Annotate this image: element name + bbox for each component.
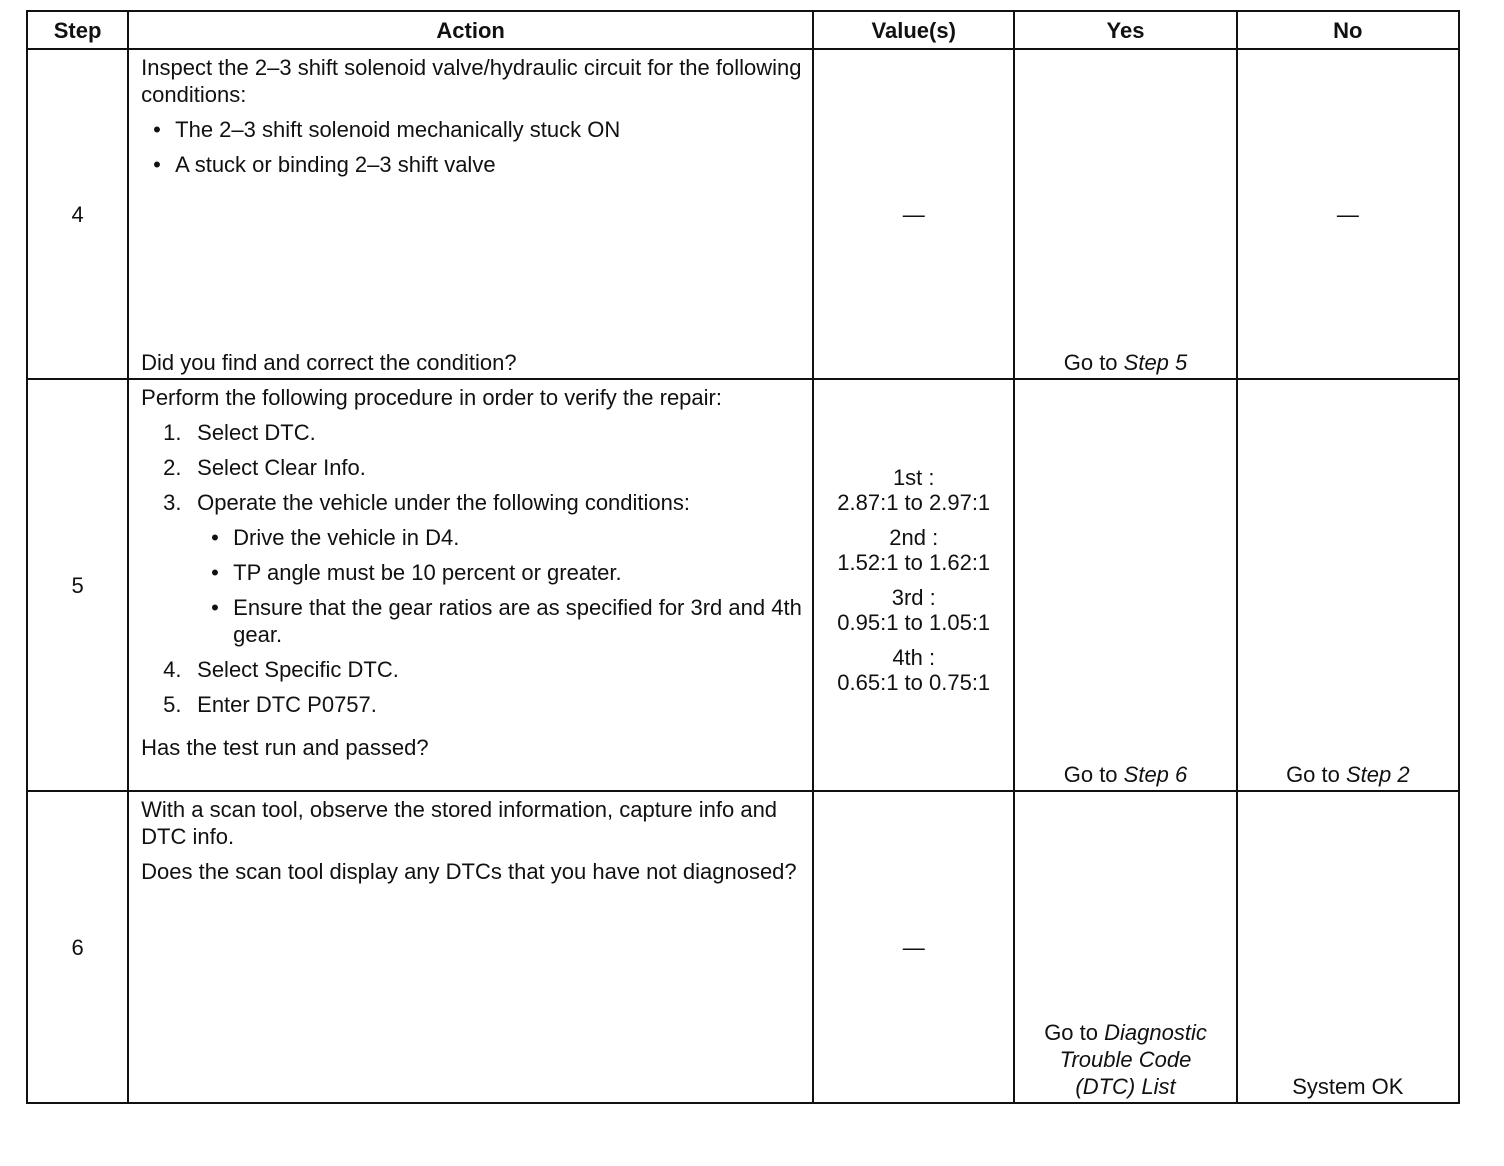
item-text: Operate the vehicle under the following conditions:: [197, 490, 691, 515]
diagnostic-table: [26, 10, 1460, 1104]
step-number: 4: [27, 49, 128, 379]
item-number: 1.: [163, 420, 182, 445]
list-item: • Drive the vehicle in D4.: [233, 524, 802, 551]
gear-label: 2nd :: [889, 525, 939, 550]
gear-label: 4th :: [892, 645, 936, 670]
gear-ratio-values: [814, 465, 1013, 695]
yes-cell: [1014, 379, 1236, 791]
gear-range: 0.65:1 to 0.75:1: [837, 670, 991, 695]
value-cell: [813, 49, 1014, 379]
action-cell: [128, 791, 813, 1103]
gear-range: 0.95:1 to 1.05:1: [837, 610, 991, 635]
value-cell: [813, 791, 1014, 1103]
list-item: • The 2–3 shift solenoid mechanically stuck ON: [175, 116, 802, 143]
list-item: • A stuck or binding 2–3 shift valve: [175, 151, 802, 178]
step-number: 6: [27, 791, 128, 1103]
condition-list: [141, 116, 802, 186]
gear-label: 1st :: [892, 465, 935, 490]
item-text: Select Specific DTC.: [197, 657, 399, 682]
list-item: [163, 691, 802, 718]
go-to-step-6-link[interactable]: Step 6: [1123, 762, 1188, 787]
no-dash: —: [1336, 201, 1359, 227]
step-number: 5: [27, 379, 128, 791]
item-number: 5.: [163, 692, 182, 717]
system-ok-text: System OK: [1292, 1074, 1404, 1099]
go-to-dtc-list-link[interactable]: Diagnostic Trouble Code (DTC) List: [1059, 1020, 1207, 1099]
item-number: 2.: [163, 455, 182, 480]
item-text: Enter DTC P0757.: [197, 692, 377, 717]
no-cell: [1237, 49, 1459, 379]
gear-range: 2.87:1 to 2.97:1: [837, 490, 991, 515]
item-text: Select Clear Info.: [197, 455, 366, 480]
action-question: Does the scan tool display any DTCs that you have not diagnosed?: [141, 859, 797, 884]
action-cell: [128, 379, 813, 791]
header-values: Value(s): [813, 11, 1014, 49]
table-row-step-6: [27, 791, 1459, 1103]
yes-cell: [1014, 49, 1236, 379]
header-no: No: [1237, 11, 1459, 49]
value-dash: —: [902, 201, 925, 227]
list-item: [163, 454, 802, 481]
action-question: Has the test run and passed?: [141, 735, 429, 760]
yes-prefix: Go to: [1063, 762, 1124, 787]
header-step: Step: [27, 11, 128, 49]
header-yes: Yes: [1014, 11, 1236, 49]
no-cell: [1237, 379, 1459, 791]
no-prefix: Go to: [1286, 762, 1346, 787]
sub-condition-list: [197, 524, 802, 648]
table-row-step-4: [27, 49, 1459, 379]
list-item: [163, 656, 802, 683]
action-intro: Inspect the 2–3 shift solenoid valve/hydraulic circuit for the following conditions:: [141, 55, 802, 107]
list-item: [163, 419, 802, 446]
table-row-step-5: [27, 379, 1459, 791]
yes-prefix: Go to: [1063, 350, 1124, 375]
list-item: • Ensure that the gear ratios are as specified for 3rd and 4th gear.: [233, 594, 802, 648]
gear-label: 3rd :: [891, 585, 936, 610]
item-number: 4.: [163, 657, 182, 682]
action-intro: Perform the following procedure in order to verify the repair:: [141, 385, 722, 410]
action-question: Did you find and correct the condition?: [141, 350, 517, 375]
procedure-list: [141, 419, 802, 726]
value-dash: —: [902, 934, 925, 960]
gear-range: 1.52:1 to 1.62:1: [837, 550, 991, 575]
yes-prefix: Go to: [1044, 1020, 1105, 1045]
action-cell: [128, 49, 813, 379]
yes-cell: [1014, 791, 1236, 1103]
item-number: 3.: [163, 490, 182, 515]
item-text: Select DTC.: [197, 420, 316, 445]
header-action: Action: [128, 11, 813, 49]
list-item: [163, 489, 802, 648]
value-cell: [813, 379, 1014, 791]
action-intro: With a scan tool, observe the stored information, capture info and DTC info.: [141, 797, 778, 849]
header-row: [27, 11, 1459, 49]
go-to-step-5-link[interactable]: Step 5: [1123, 350, 1188, 375]
no-cell: [1237, 791, 1459, 1103]
go-to-step-2-link[interactable]: Step 2: [1345, 762, 1410, 787]
list-item: • TP angle must be 10 percent or greater.: [233, 559, 802, 586]
